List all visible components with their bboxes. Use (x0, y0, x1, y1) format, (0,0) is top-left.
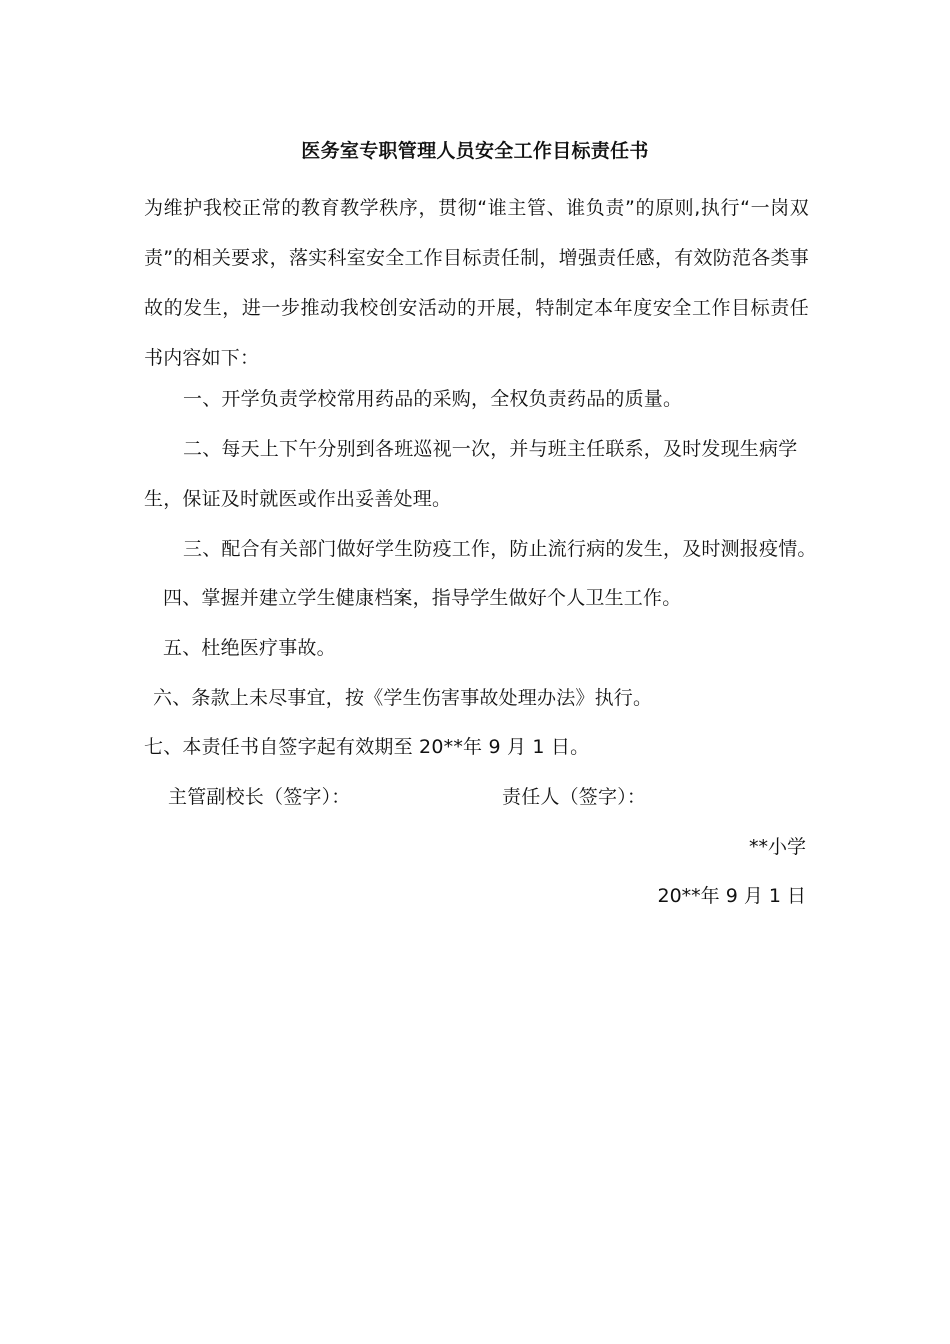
clause-3: 三、配合有关部门做好学生防疫工作，防止流行病的发生，及时测报疫情。 (183, 538, 817, 560)
intro-paragraph: 为维护我校正常的教育教学秩序，贯彻“谁主管、谁负责”的原则,执行“一岗双责”的相关要求，落实科室安全工作目标责任制，增强责任感，有效防范各类事故的发生，进一步推动我校创安活动的开展，特制定本年度安全工作目标责任书内容如下： (144, 197, 809, 369)
school-name: **小学 (748, 836, 806, 858)
clause-7: 七、本责任书自签字起有效期至 20**年 9 月 1 日。 (144, 736, 590, 758)
clause-2-line-1: 二、每天上下午分别到各班巡视一次，并与班主任联系，及时发现生病学 (183, 438, 798, 460)
clause-4: 四、掌握并建立学生健康档案，指导学生做好个人卫生工作。 (163, 587, 682, 609)
clause-2-line-2: 生，保证及时就医或作出妥善处理。 (144, 488, 452, 510)
responsible-signature-label: 责任人（签字）： (502, 786, 647, 808)
document-date: 20**年 9 月 1 日 (657, 885, 806, 907)
clause-5: 五、杜绝医疗事故。 (163, 637, 336, 659)
clause-1: 一、开学负责学校常用药品的采购，全权负责药品的质量。 (183, 388, 683, 410)
clause-6: 六、条款上未尽事宜，按《学生伤害事故处理办法》执行。 (153, 687, 653, 709)
principal-signature-label: 主管副校长（签字）： (168, 786, 351, 808)
document-title: 医务室专职管理人员安全工作目标责任书 (301, 140, 649, 162)
